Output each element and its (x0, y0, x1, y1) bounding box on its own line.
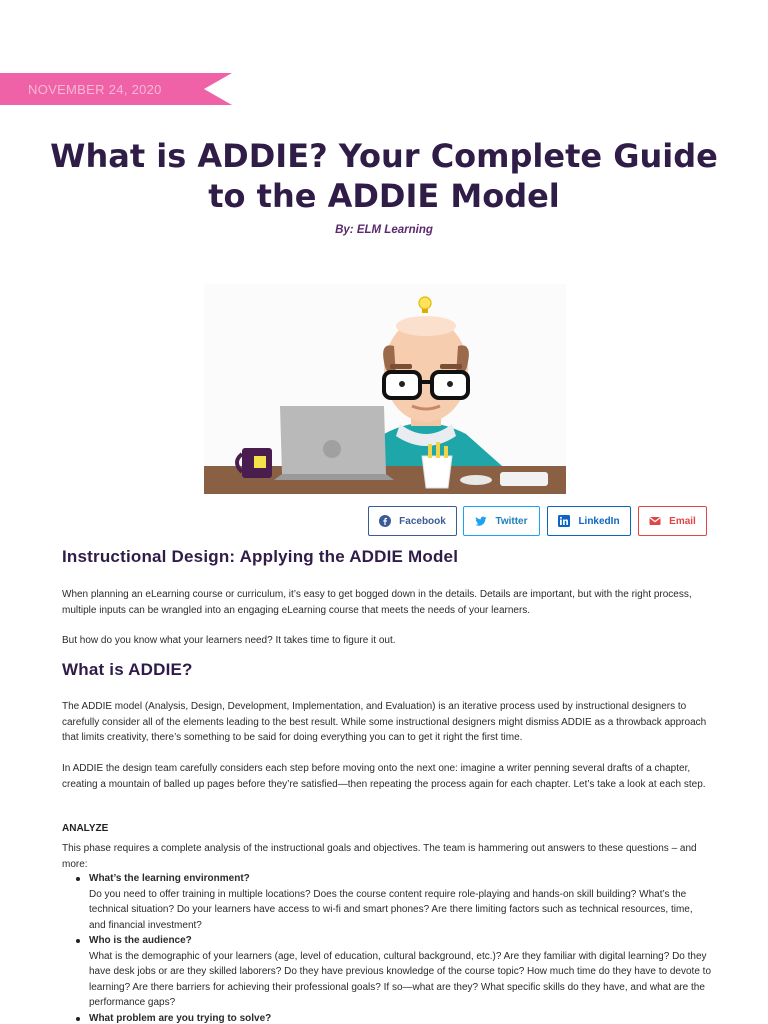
paragraph-3: The ADDIE model (Analysis, Design, Development, Implementation, and Evaluation) is an iterative process used by instructional designers to carefully consider all of the elements leading to the best result. While some instructional designers might dismiss ADDIE as a throwback approach that limits creativity, there’s something to be said for doing everything you can to get it right the first time. (62, 701, 707, 743)
section-heading-what-is-addie: What is ADDIE? (62, 660, 193, 679)
analysis-questions-list (62, 871, 712, 1024)
question-text: What’s the learning environment? (89, 873, 250, 884)
section-heading-instructional-design: Instructional Design: Applying the ADDIE Model (62, 547, 459, 566)
question-text: What problem are you trying to solve? (89, 1012, 272, 1024)
paragraph-5: This phase requires a complete analysis of the instructional goals and objectives. The team is hammering out answers to these questions – and more: (62, 843, 697, 870)
paragraph-2: But how do you know what your learners need? It takes time to figure it out. (62, 635, 396, 646)
linkedin-icon (558, 515, 570, 527)
list-item (62, 1011, 712, 1024)
share-email-button[interactable] (638, 506, 707, 536)
answer-text: Do you need to offer training in multiple locations? Does the course content require role-playing and hands-on skill building? What’s the technical situation? Do your learners have access to wi-fi and smart phones? Are there limiting factors such as technical resources, time, and financial investment? (89, 888, 693, 931)
share-linkedin-button[interactable] (547, 506, 631, 536)
facebook-icon (379, 515, 391, 527)
share-facebook-button[interactable] (368, 506, 457, 536)
question-text: Who is the audience? (89, 935, 192, 946)
post-date: NOVEMBER 24, 2020 (28, 82, 162, 97)
envelope-icon (649, 515, 661, 527)
hero-illustration (204, 284, 566, 494)
list-item (62, 871, 712, 933)
designer-at-desk-illustration (204, 284, 566, 494)
page-title: What is ADDIE? Your Complete Guide to the ADDIE Model (50, 137, 718, 215)
laptop-icon (274, 406, 394, 480)
share-linkedin-label: LinkedIn (578, 515, 620, 527)
mug-icon (237, 448, 272, 478)
date-ribbon (0, 73, 232, 105)
share-twitter-label: Twitter (495, 515, 528, 527)
share-facebook-label: Facebook (399, 515, 446, 527)
share-email-label: Email (669, 515, 696, 527)
author-byline: By: ELM Learning (335, 224, 433, 236)
twitter-icon (475, 515, 487, 527)
share-twitter-button[interactable] (463, 506, 540, 536)
answer-text: What is the demographic of your learners (age, level of education, cultural background, etc.)? Are they familiar with digital learning? Do they have desk jobs or are they skilled laborers? Do they have previous knowledge of the course topic? How much time do they have to devote to learning? Are there barriers for achieving their professional goals? If so—what are they? What specific skills do they have, and what are the performance gaps? (89, 950, 712, 1008)
analyze-heading: ANALYZE (62, 823, 109, 834)
list-item (62, 933, 712, 1011)
paragraph-4: In ADDIE the design team carefully considers each step before moving onto the next one: imagine a writer penning several drafts of a chapter, creating a mountain of balled up pages before they’re satisfied—then repeating the process again for each chapter. Let’s take a look at each step. (62, 763, 706, 790)
paragraph-1: When planning an eLearning course or curriculum, it’s easy to get bogged down in the details. Details are important, but with the right process, multiple inputs can be wrangled into an engaging eLearning course that meets the needs of your learners. (62, 589, 692, 616)
